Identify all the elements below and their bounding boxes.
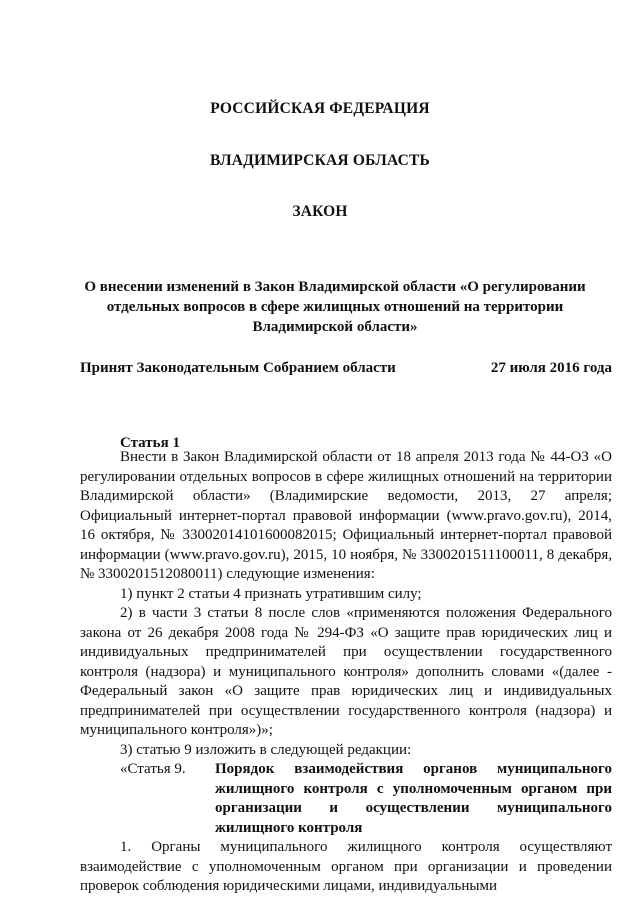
subject-line-2: отдельных вопросов в сфере жилищных отношений на территории bbox=[106, 299, 564, 315]
header-doc-type: ЗАКОН bbox=[292, 203, 348, 220]
article-9-paragraph-1: 1. Органы муниципального жилищного контроля осуществляют взаимодействие с уполномоченным органом при организации и проведении проверок соблюдения юридическими лицами, индивидуальными bbox=[80, 839, 612, 894]
subject-line-3: Владимирской области» bbox=[252, 319, 418, 335]
article-9-title: Порядок взаимодействия органов муниципального жилищного контроля с уполномоченным органом при организации и осуществлении муниципального жилищного контроля bbox=[215, 761, 612, 836]
article-1-item-1: 1) пункт 2 статьи 4 признать утратившим силу; bbox=[120, 585, 422, 602]
article-9-heading bbox=[80, 760, 612, 838]
adoption-date: 27 июля 2016 года bbox=[490, 360, 612, 376]
article-1-body bbox=[80, 448, 612, 897]
header-region: ВЛАДИМИРСКАЯ ОБЛАСТЬ bbox=[210, 152, 430, 169]
subject-line-1: О внесении изменений в Закон Владимирской области «О регулировании bbox=[84, 279, 586, 295]
law-subject bbox=[70, 277, 600, 337]
article-1-item-2: 2) в части 3 статьи 8 после слов «применяются положения Федерального закона от 26 декабря 2008 года № 294-ФЗ «О защите прав юридических лиц и индивидуальных предпринимателей при осуществлении государственного контроля (надзора) и муниципального контроля» дополнить словами «(далее - Федеральный закон «О защите прав юридических лиц и индивидуальных предпринимателей при осуществлении государственного контроля (надзора) и муниципального контроля»)»; bbox=[80, 605, 612, 738]
adopted-by: Принят Законодательным Собранием области bbox=[80, 360, 396, 376]
article-1-title: Статья 1 bbox=[120, 435, 180, 451]
adoption-line bbox=[80, 360, 612, 377]
article-1-item-3: 3) статью 9 изложить в следующей редакции: bbox=[120, 741, 412, 758]
article-9-label: «Статья 9. bbox=[120, 761, 186, 777]
article-1-intro: Внести в Закон Владимирской области от 18 апреля 2013 года № 44-ОЗ «О регулировании отдельных вопросов в сфере жилищных отношений на территории Владимирской области» (Владимирские ведомости, 2013, 27 апреля; Официальный интернет-портал правовой информации (www.pravo.gov.ru), 2014, 16 октября, № 3300201410160008​2015; Официальный интернет-портал правовой информации (www.pravo.gov.ru), 2015, 10 ноября, № 3300201511100011, 8 декабря, № 3300201512080011) следующие изменения: bbox=[80, 449, 612, 582]
header-country: РОССИЙСКАЯ ФЕДЕРАЦИЯ bbox=[210, 100, 430, 117]
